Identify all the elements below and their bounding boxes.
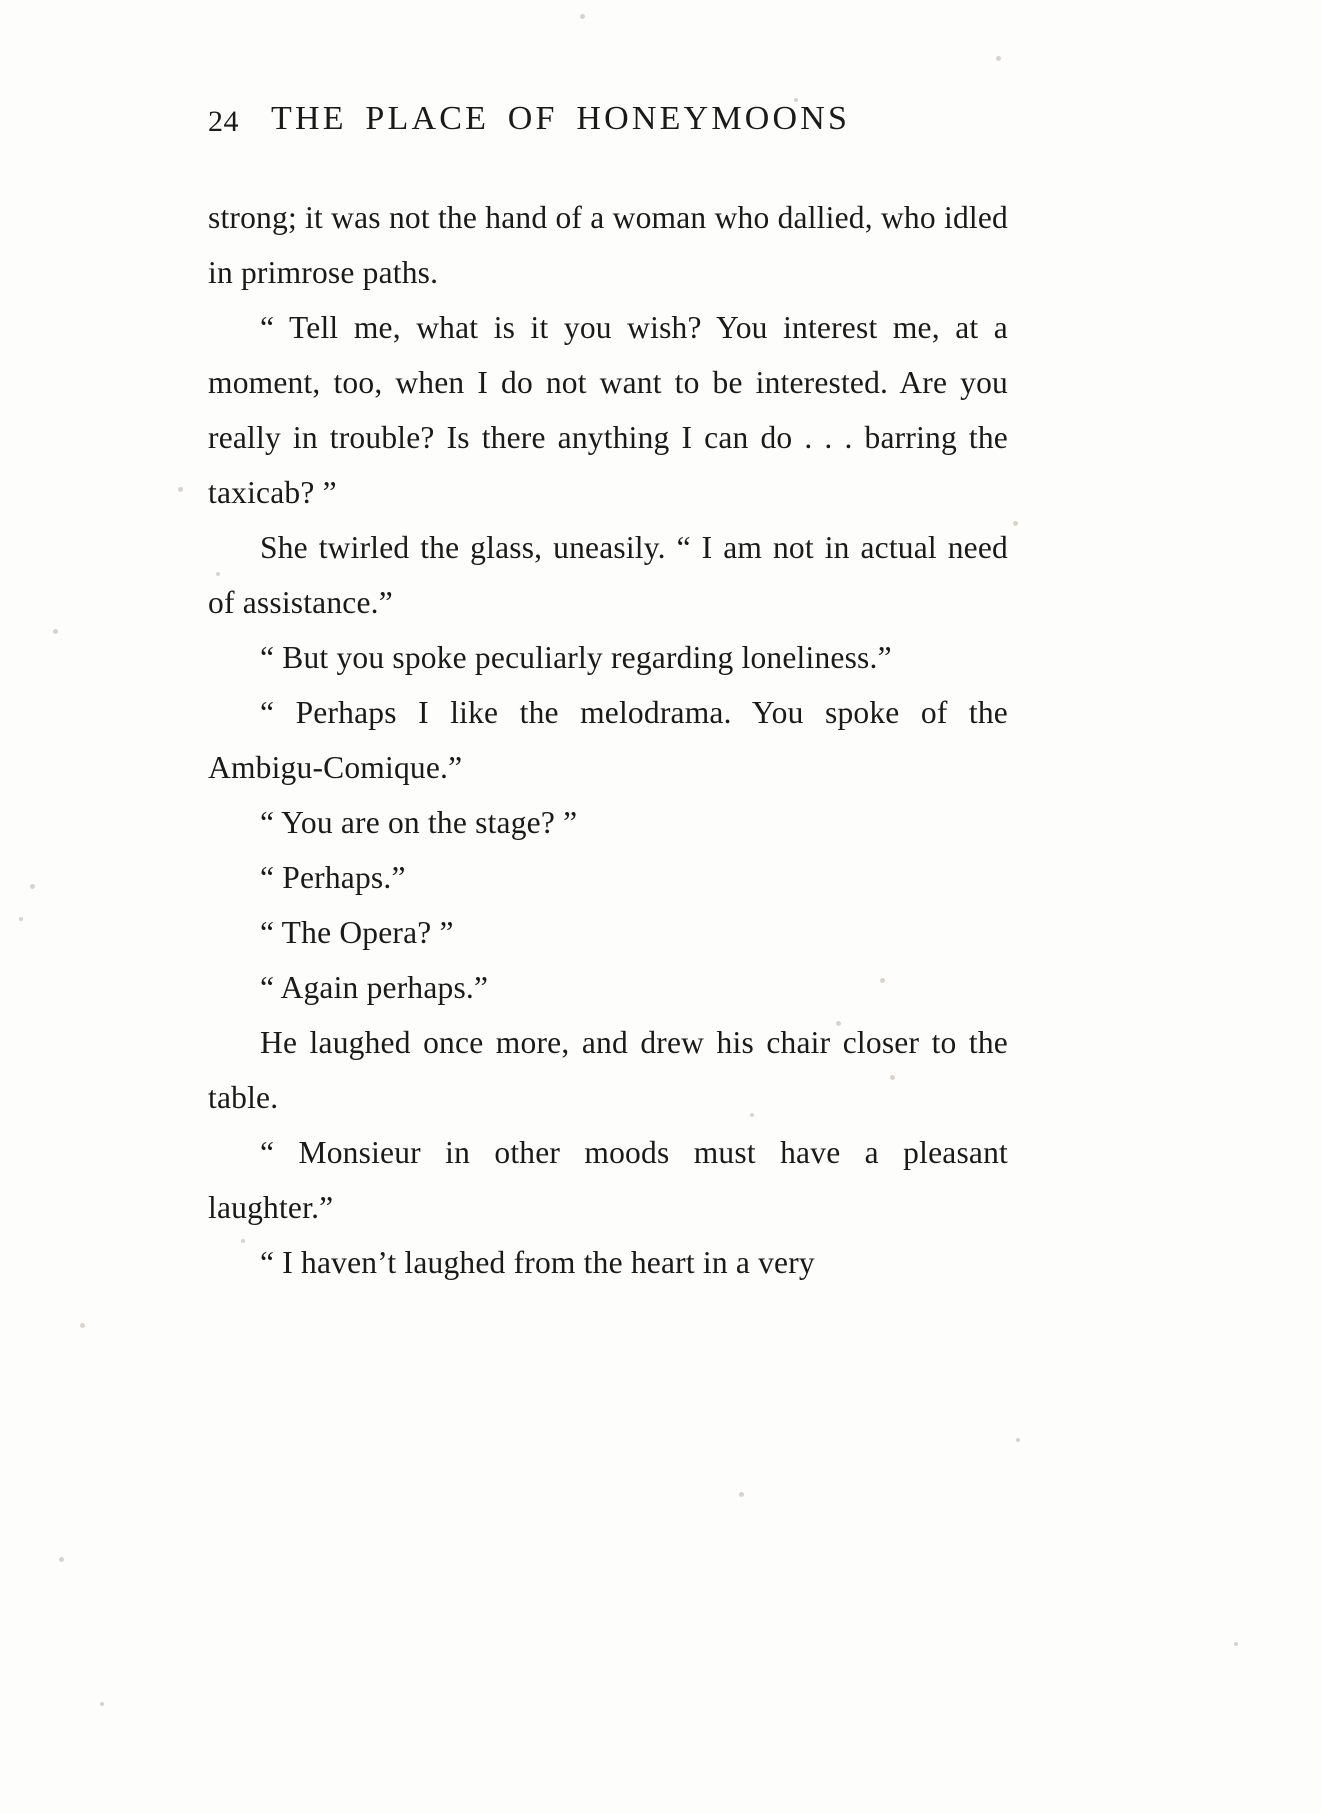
paragraph: He laughed once more, and drew his chair closer to the table. (208, 1025, 1008, 1115)
paper-speck (53, 629, 58, 634)
paper-speck (59, 1557, 64, 1562)
paper-speck (1013, 521, 1018, 526)
paper-speck (30, 884, 35, 889)
paper-speck (996, 56, 1001, 61)
paragraph: “ But you spoke peculiarly regarding loneliness.” (260, 640, 892, 675)
paper-speck (1016, 1438, 1020, 1442)
paragraph: “ Monsieur in other moods must have a pleasant laughter.” (208, 1135, 1008, 1225)
page-number: 24 (208, 105, 239, 138)
paragraph: strong; it was not the hand of a woman who dallied, who idled in primrose paths. (208, 200, 1008, 290)
body-text (208, 190, 1008, 1290)
paper-speck (19, 917, 23, 921)
paper-speck (580, 14, 585, 19)
paragraph: “ Again perhaps.” (260, 970, 489, 1005)
page-content (208, 100, 1008, 1290)
paragraph: “ You are on the stage? ” (260, 805, 578, 840)
paragraph: “ Perhaps I like the melodrama. You spoke of the Ambigu-Comique.” (208, 695, 1008, 785)
paragraph: She twirled the glass, uneasily. “ I am not in actual need of assistance.” (208, 530, 1008, 620)
paper-speck (1234, 1642, 1238, 1646)
paragraph: “ Tell me, what is it you wish? You interest me, at a moment, too, when I do not want to be interested. Are you really in trouble? Is there anything I can do . . . barring the taxicab? ” (208, 310, 1008, 510)
paragraph: “ The Opera? ” (260, 915, 454, 950)
paper-speck (100, 1702, 104, 1706)
paper-speck (178, 487, 183, 492)
paragraph: “ Perhaps.” (260, 860, 406, 895)
running-head-title: THE PLACE OF HONEYMOONS (271, 100, 851, 137)
page-header (208, 100, 1008, 138)
paper-speck (739, 1492, 744, 1497)
paper-speck (80, 1323, 85, 1328)
paragraph: “ I haven’t laughed from the heart in a very (260, 1245, 815, 1280)
